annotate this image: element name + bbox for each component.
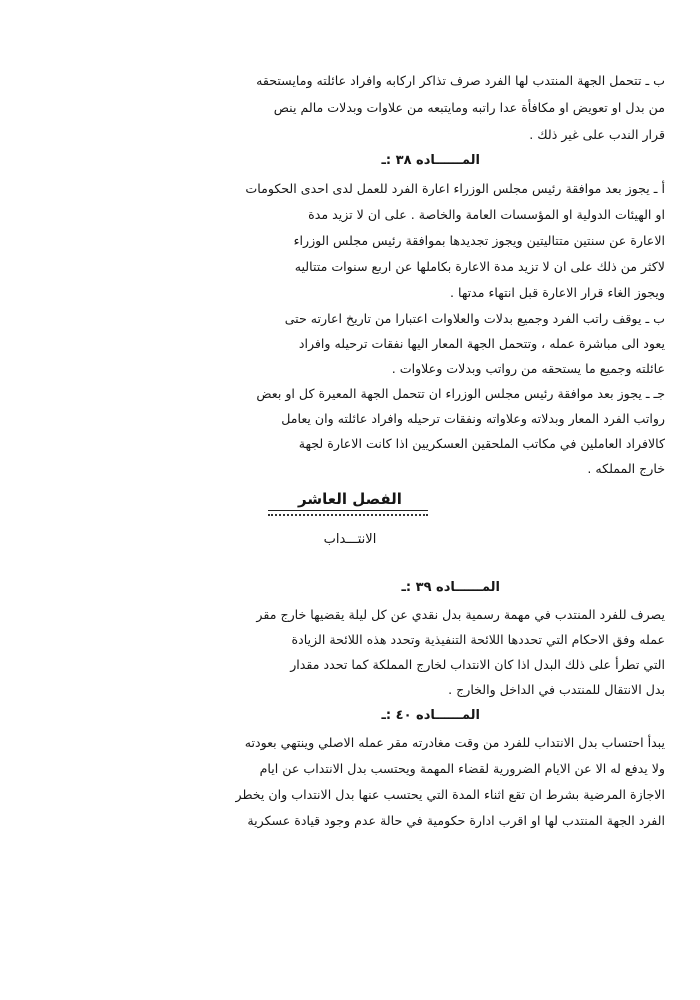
art40-line-3: الاجازة المرضية بشرط ان تقع اثناء المدة التي يحتسب عنها بدل الانتداب وان يخطر bbox=[235, 787, 665, 802]
art40-line-2: ولا يدفع له الا عن الايام الضرورية لقضاء المهمة ويحتسب بدل الانتداب عن ايام bbox=[259, 761, 665, 776]
art39-line-2: عمله وفق الاحكام التي تحددها اللائحة التنفيذية وتحدد هذه اللائحة الزيادة bbox=[291, 632, 665, 647]
art38-b-line-1: ب ـ يوقف راتب الفرد وجميع بدلات والعلاوات اعتبارا من تاريخ اعارته حتى bbox=[284, 311, 665, 326]
art38-c-line-4: خارج المملكه . bbox=[587, 461, 665, 476]
art39-line-1: يصرف للفرد المنتدب في مهمة رسمية بدل نقدي عن كل ليلة يقضيها خارج مقر bbox=[256, 607, 665, 622]
para-b-line-1: ب ـ تتحمل الجهة المنتدب لها الفرد صرف تذاكر اركابه وافراد عائلته ومايستحقه bbox=[256, 73, 665, 88]
art38-b-line-3: عائلته وجميع ما يستحقه من رواتب وبدلات وعلاوات . bbox=[391, 361, 665, 376]
chapter-dotted-rule bbox=[268, 514, 428, 516]
chapter-underline bbox=[268, 510, 428, 511]
art39-line-3: التي تطرأ على ذلك البدل اذا كان الانتداب لخارج المملكة كما تحدد مقدار bbox=[290, 657, 665, 672]
article-38-heading: المــــــاده ٣٨ :ـ bbox=[381, 153, 480, 168]
para-b-line-2: من بدل او تعويض او مكافأة عدا راتبه ومايتبعه من علاوات وبدلات مالم ينص bbox=[273, 100, 665, 115]
art38-c-line-3: كالافراد العاملين في مكاتب الملحقين العسكريين اذا كانت الاعارة لجهة bbox=[298, 436, 665, 451]
art38-c-line-1: جـ ـ يجوز بعد موافقة رئيس مجلس الوزراء ان تتحمل الجهة المعيرة كل او بعض bbox=[256, 386, 665, 401]
art38-a-line-3: الاعارة عن سنتين متتاليتين ويجوز تجديدها بموافقة رئيس مجلس الوزراء bbox=[293, 233, 665, 248]
art40-line-4: الفرد الجهة المنتدب لها او اقرب ادارة حكومية في حالة عدم وجود قيادة عسكرية bbox=[247, 813, 665, 828]
art38-a-line-1: أ ـ يجوز بعد موافقة رئيس مجلس الوزراء اعارة الفرد للعمل لدى احدى الحكومات bbox=[245, 181, 665, 196]
art38-a-line-2: او الهيئات الدولية او المؤسسات العامة والخاصة . على ان لا تزيد مدة bbox=[308, 207, 665, 222]
article-39-heading: المــــــاده ٣٩ :ـ bbox=[401, 580, 500, 595]
art38-a-line-4: لاكثر من ذلك على ان لا تزيد مدة الاعارة بكاملها عن اربع سنوات متتاليه bbox=[294, 259, 665, 274]
art38-a-line-5: ويجوز الغاء قرار الاعارة قبل انتهاء مدتها . bbox=[450, 285, 665, 300]
chapter-title: الفصل العاشر bbox=[298, 490, 402, 508]
art38-b-line-2: يعود الى مباشرة عمله ، وتتحمل الجهة المعار اليها نفقات ترحيله وافراد bbox=[298, 336, 665, 351]
art40-line-1: يبدأ احتساب بدل الانتداب للفرد من وقت مغادرته مقر عمله الاصلي وينتهي بعودته bbox=[244, 735, 665, 750]
section-title: الانتـــداب bbox=[323, 532, 377, 547]
article-40-heading: المــــــاده ٤٠ :ـ bbox=[381, 708, 480, 723]
art39-line-4: بدل الانتقال للمنتدب في الداخل والخارج . bbox=[448, 682, 665, 697]
art38-c-line-2: رواتب الفرد المعار وبدلاته وعلاواته ونفقات ترحيله وافراد عائلته وان يعامل bbox=[281, 411, 665, 426]
para-b-line-3: قرار الندب على غير ذلك . bbox=[529, 127, 665, 142]
